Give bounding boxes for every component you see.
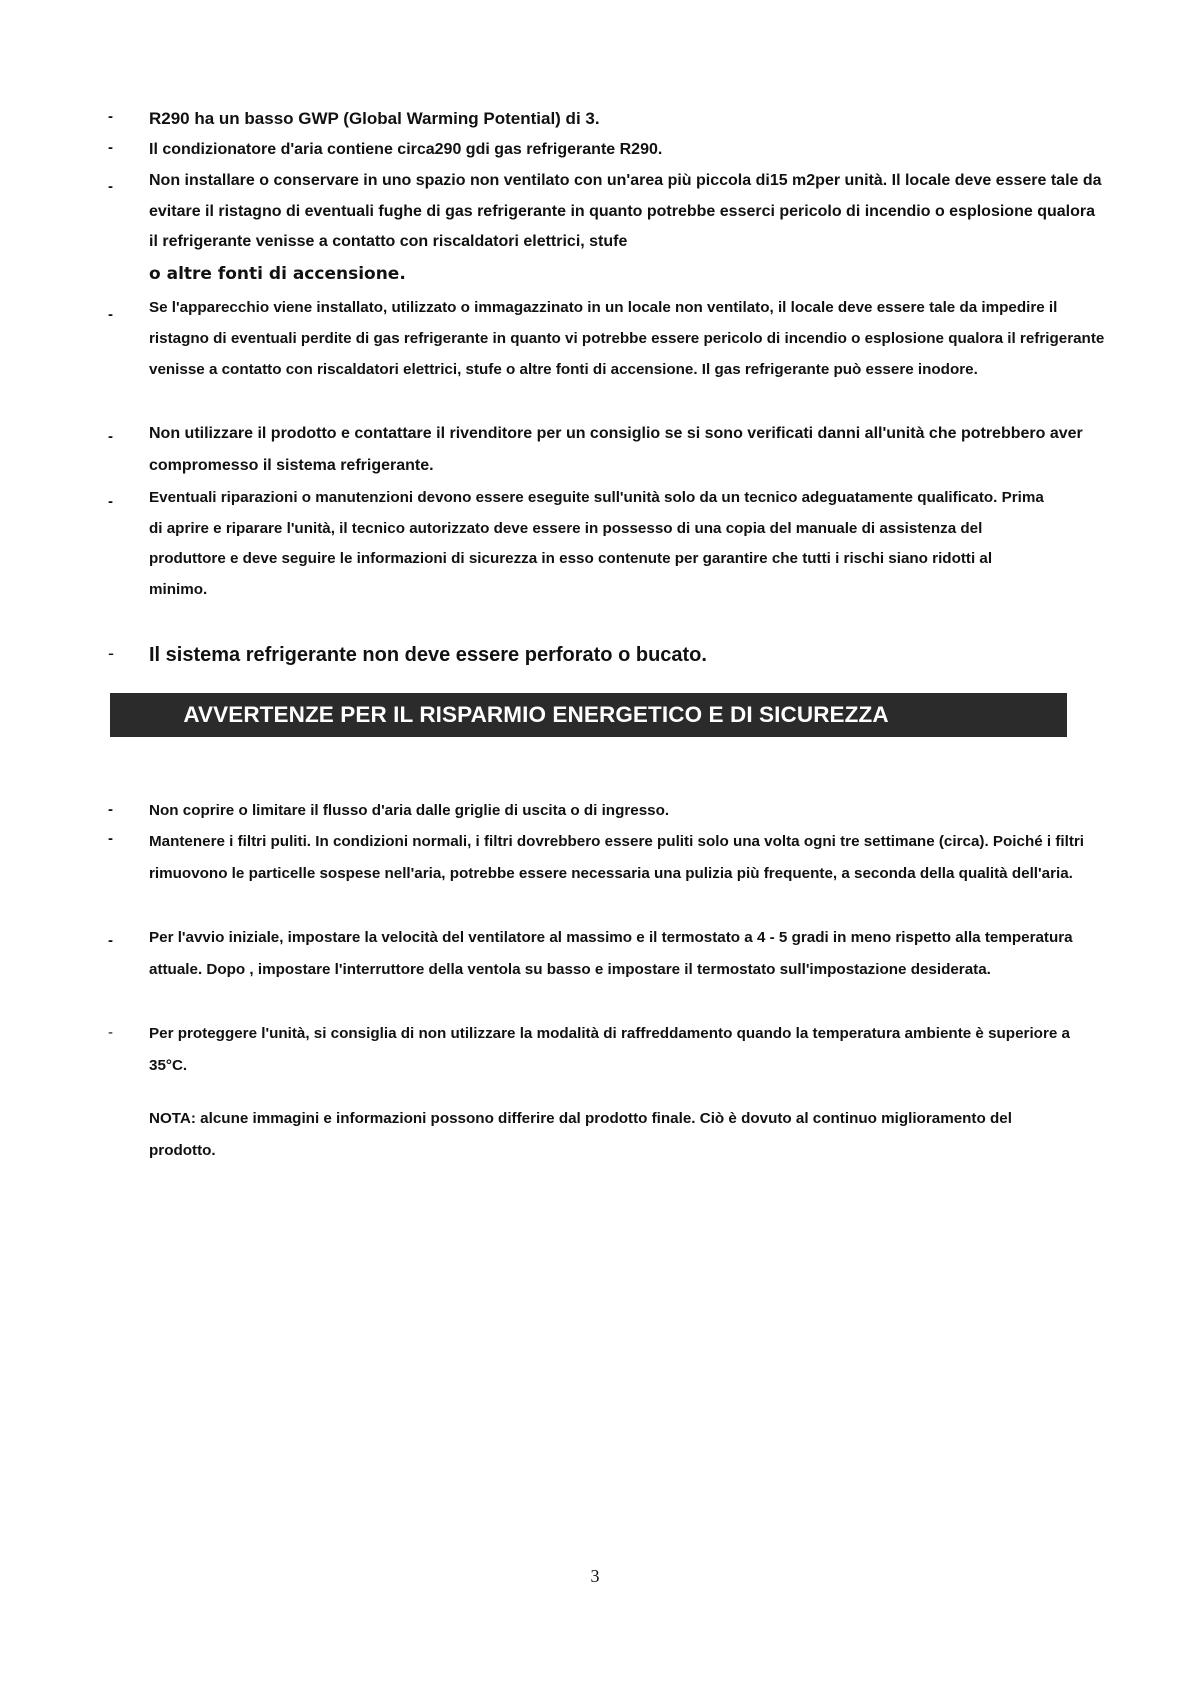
bullet-dash: - xyxy=(108,830,113,847)
bullet-dash: - xyxy=(108,428,113,445)
bullet-dash: - xyxy=(108,306,113,323)
bullet-text: Il sistema refrigerante non deve essere perforato o bucato. xyxy=(149,644,707,666)
bullet-text: Il condizionatore d'aria contiene circa290 gdi gas refrigerante R290. xyxy=(149,141,663,158)
bullet-text: Se l'apparecchio viene installato, utilizzato o immagazzinato in un locale non ventilato, il locale deve essere tale da impedire il ristagno di eventuali perdite di gas refrigerante in quanto vi potrebbe essere pericolo di incendio o esplosione qualora il refrigerante venisse a contatto con riscaldatori elettrici, stufe o altre fonti di accensione. Il gas refrigerante può essere inodore. xyxy=(149,299,1105,378)
bullet-text: Mantenere i filtri puliti. In condizioni normali, i filtri dovrebbero essere puliti solo una volta ogni tre settimane (circa). Poiché i filtri rimuovono le particelle sospese nell'aria, potrebbe essere necessaria una pulizia più frequente, a seconda della qualità dell'aria. xyxy=(149,833,1085,882)
bullet-text-continuation: o altre fonti di accensione. xyxy=(149,264,406,284)
bullet-text: Eventuali riparazioni o manutenzioni devono essere eseguite sull'unità solo da un tecnico adeguatamente qualificato. Prima di aprire e riparare l'unità, il tecnico autorizzato deve essere in possesso di una copia del manuale di assistenza del produttore e deve seguire le informazioni di sicurezza in esso contenute per garantire che tutti i rischi siano ridotti al minimo. xyxy=(149,489,1044,598)
note-paragraph: NOTA: alcune immagini e informazioni possono differire dal prodotto finale. Ciò è dovuto al continuo miglioramento del prodotto. xyxy=(149,1110,1012,1159)
bullet-text: Per proteggere l'unità, si consiglia di non utilizzare la modalità di raffreddamento quando la temperatura ambiente è superiore a 35°C. xyxy=(149,1025,1070,1074)
bullet-text: Non installare o conservare in uno spazio non ventilato con un'area più piccola di15 m2per unità. Il locale deve essere tale da evitare il ristagno di eventuali fughe di gas refrigerante in quanto potrebbe esserci pericolo di incendio o esplosione qualora il refrigerante venisse a contatto con riscaldatori elettrici, stufe xyxy=(149,172,1102,250)
bullet-text: Per l'avvio iniziale, impostare la velocità del ventilatore al massimo e il termostato a 4 - 5 gradi in meno rispetto alla temperatura attuale. Dopo , impostare l'interruttore della ventola su basso e impostare il termostato sull'impostazione desiderata. xyxy=(149,929,1073,978)
bullet-dash: - xyxy=(108,493,113,510)
page-number: 3 xyxy=(590,1566,600,1586)
bullet-dash: - xyxy=(108,801,113,818)
bullet-dash: - xyxy=(108,643,114,663)
bullet-text: Non coprire o limitare il flusso d'aria dalle griglie di uscita o di ingresso. xyxy=(149,802,670,819)
bullet-dash: - xyxy=(108,108,113,125)
bullet-dash: - xyxy=(108,178,113,195)
bullet-dash: - xyxy=(108,1024,113,1041)
bullet-dash: - xyxy=(108,932,113,949)
bullet-text: Non utilizzare il prodotto e contattare il rivenditore per un consiglio se si sono verificati danni all'unità che potrebbero aver compromesso il sistema refrigerante. xyxy=(149,425,1083,474)
bullet-dash: - xyxy=(108,139,113,156)
bullet-text: R290 ha un basso GWP (Global Warming Potential) di 3. xyxy=(149,109,600,128)
section-banner xyxy=(110,693,1067,737)
section-title: AVVERTENZE PER IL RISPARMIO ENERGETICO E DI SICUREZZA xyxy=(183,702,889,727)
